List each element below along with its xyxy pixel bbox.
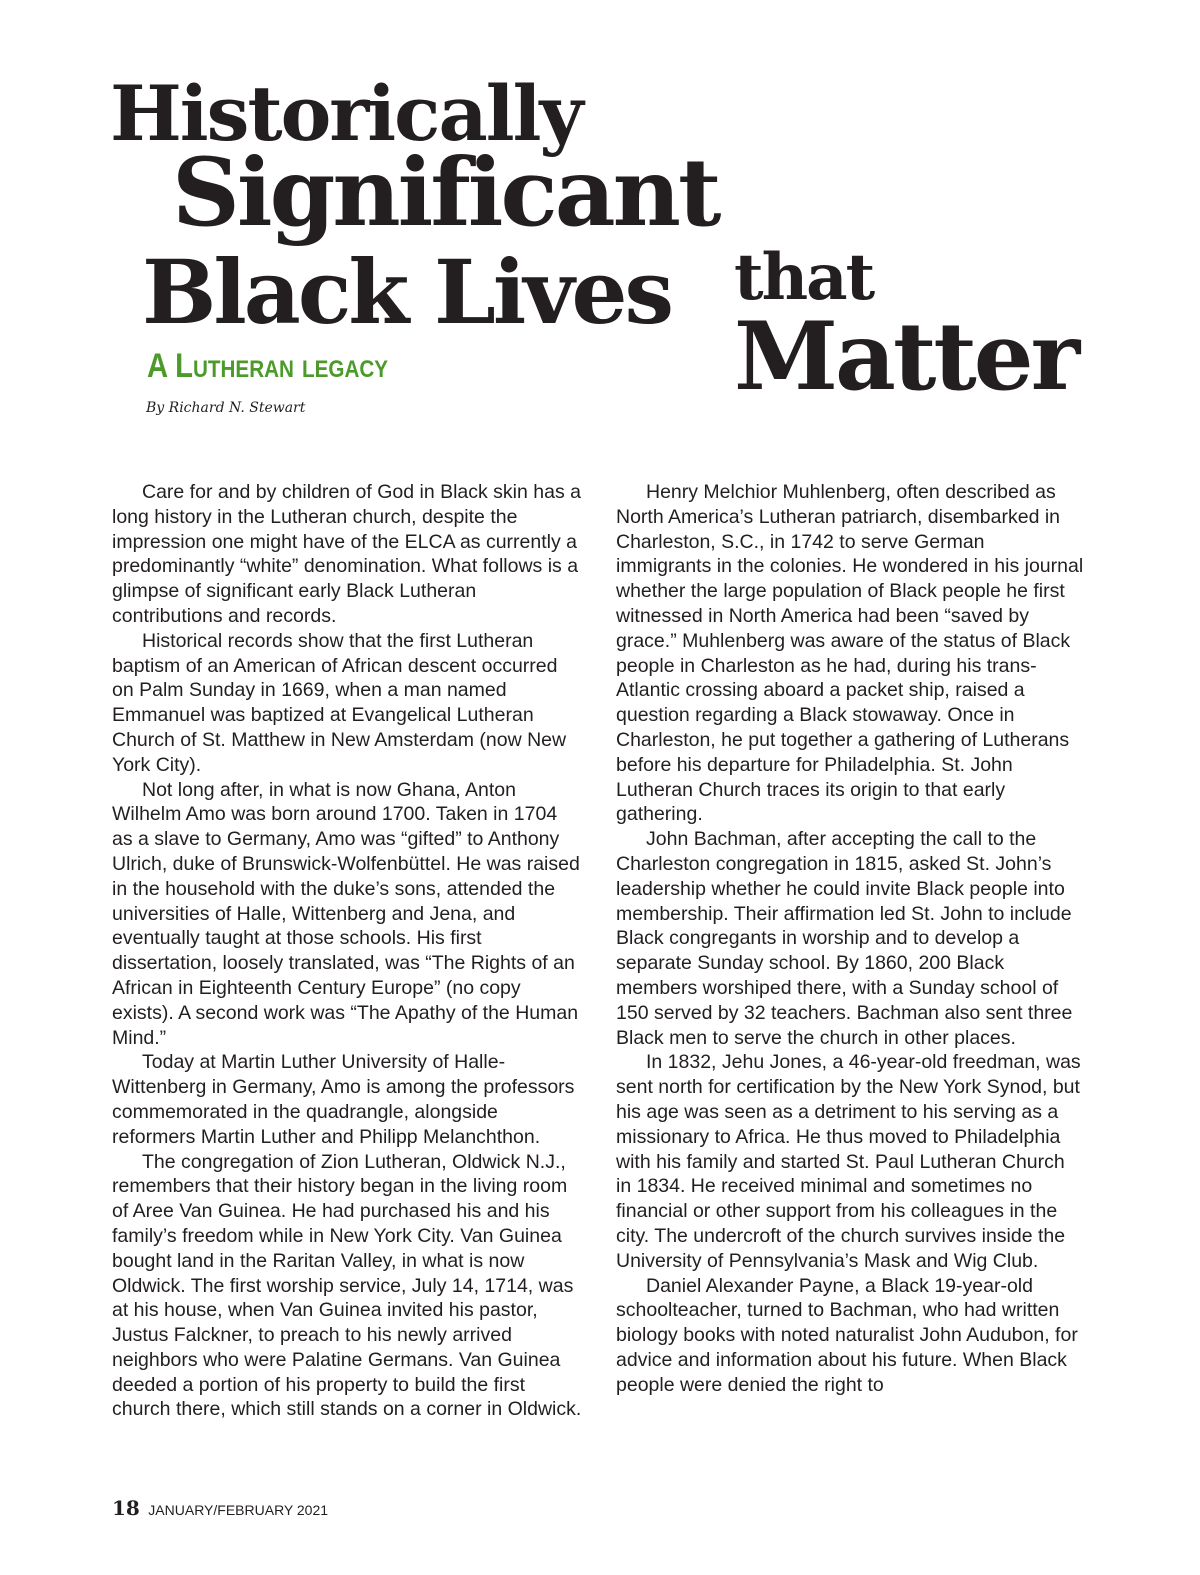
paragraph: Not long after, in what is now Ghana, Anton Wilhelm Amo was born around 1700. Taken in 1704 as a slave to Germany, Amo was “gifted” to Anthony Ulrich, duke of Brunswick-Wolfenbüttel. He was raised in the household with the duke’s sons, attended the universities of Halle, Wittenberg and Jena, and eventually taught at those schools. His first dissertation, loosely translated, was “The Rights of an African in Eighteenth Century Europe” (no copy exists). A second work was “The Apathy of the Human Mind.” <box>112 778 580 1049</box>
left-column <box>112 480 582 1422</box>
paragraph: Daniel Alexander Payne, a Black 19-year-old schoolteacher, turned to Bachman, who had written biology books with noted naturalist John Audubon, for advice and information about his future. When Black people were denied the right to <box>616 1274 1078 1396</box>
paragraph: Henry Melchior Muhlenberg, often described as North America’s Lutheran patriarch, disembarked in Charleston, S.C., in 1742 to serve German immigrants in the colonies. He wondered in his journal whether the large population of Black people he first witnessed in North America had been “saved by grace.” Muhlenberg was aware of the status of Black people in Charleston as he had, during his trans-Atlantic crossing aboard a packet ship, raised a question regarding a Black stowaway. Once in Charleston, he put together a gathering of Lutherans before his departure for Philadelphia. St. John Lutheran Church traces its origin to that early gathering. <box>616 481 1084 826</box>
paragraph: The congregation of Zion Lutheran, Oldwick N.J., remembers that their history began in the living room of Aree Van Guinea. He had purchased his and his family’s freedom while in New York City. Van Guinea bought land in the Raritan Valley, in what is now Oldwick. The first worship service, July 14, 1714, was at his house, when Van Guinea invited his pastor, Justus Falckner, to preach to his newly arrived neighbors who were Palatine Germans. Van Guinea deeded a portion of his property to build the first church there, which still stands on a corner in Oldwick. <box>112 1150 582 1421</box>
headline-significant: Significant <box>172 138 719 248</box>
paragraph: Care for and by children of God in Black skin has a long history in the Lutheran church, despite the impression one might have of the ELCA as currently a predominantly “white” denomination. What follows is a glimpse of significant early Black Lutheran contributions and records. <box>112 481 581 627</box>
headline-historically: Historically <box>110 69 582 158</box>
paragraph: John Bachman, after accepting the call to the Charleston congregation in 1815, asked St. John’s leadership whether he could invite Black people into membership. Their affirmation led St. John to include Black congregants in worship and to develop a separate Sunday school. By 1860, 200 Black members worshiped there, with a Sunday school of 150 served by 32 teachers. Bachman also sent three Black men to serve the church in other places. <box>616 828 1073 1049</box>
byline: By Richard N. Stewart <box>146 400 306 416</box>
headline-black-lives: Black Lives <box>142 240 671 344</box>
headline-that: that <box>734 240 874 315</box>
paragraph: Historical records show that the first Lutheran baptism of an American of African descent occurred on Palm Sunday in 1669, when a man named Emmanuel was baptized at Evangelical Lutheran Church of St. Matthew in New Amsterdam (now New York City). <box>112 629 567 776</box>
issue-date: JANUARY/FEBRUARY 2021 <box>148 1502 329 1518</box>
paragraph: Today at Martin Luther University of Halle-Wittenberg in Germany, Amo is among the professors commemorated in the quadrangle, alongside reformers Martin Luther and Philipp Melanchthon. <box>112 1051 575 1148</box>
article-subtitle: A Lutheran legacy <box>147 347 389 385</box>
right-column <box>616 480 1084 1397</box>
page-number: 18 <box>112 1496 140 1520</box>
headline-matter: Matter <box>734 302 1078 412</box>
page-footer <box>112 1498 328 1519</box>
paragraph: In 1832, Jehu Jones, a 46-year-old freedman, was sent north for certification by the New York Synod, but his age was seen as a detriment to his serving as a missionary to Africa. He thus moved to Philadelphia with his family and started St. Paul Lutheran Church in 1834. He received minimal and sometimes no financial or other support from his colleagues in the city. The undercroft of the church survives inside the University of Pennsylvania’s Mask and Wig Club. <box>616 1051 1081 1272</box>
